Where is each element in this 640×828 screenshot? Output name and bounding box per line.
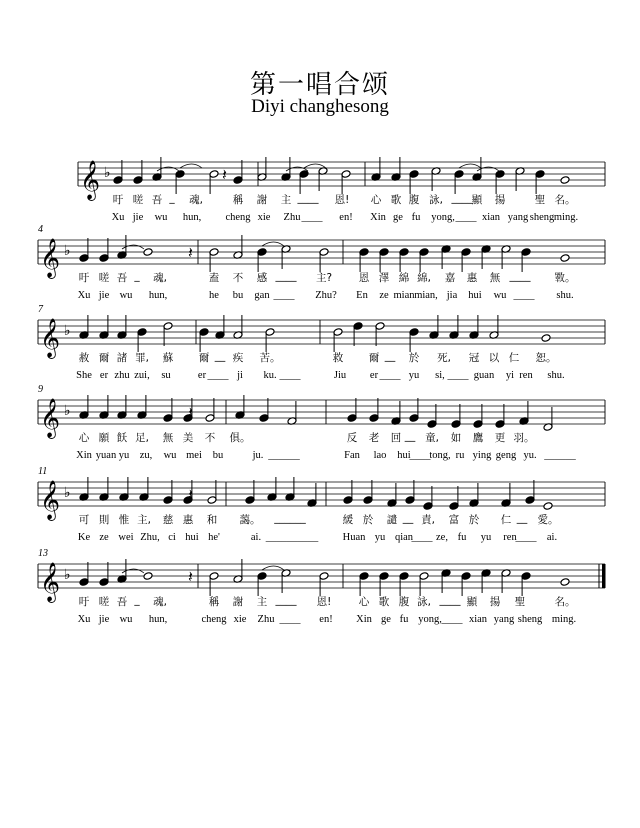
lyric-pinyin: ____ [515, 532, 537, 543]
lyric-chinese: __ [214, 350, 226, 362]
lyric-chinese: 藹。 [239, 514, 261, 526]
treble-clef-icon: 𝄞 [40, 398, 61, 438]
lyric-chinese: 魂, [153, 272, 167, 284]
lyric-chinese: 澤 [378, 272, 390, 284]
lyric-pinyin: yi [505, 370, 515, 381]
lyric-pinyin: ze, [436, 532, 448, 543]
lyric-chinese: 美 [182, 432, 194, 444]
lyric-pinyin: En [356, 290, 368, 301]
lyric-pinyin: Fan [344, 450, 360, 461]
lyric-pinyin: he [209, 290, 219, 301]
lyric-pinyin: Huan [342, 532, 366, 543]
lyric-pinyin: wu [154, 212, 168, 223]
lyric-pinyin: ____ [301, 212, 323, 223]
lyric-chinese: 飫 [116, 432, 128, 444]
lyric-pinyin: wu [163, 450, 177, 461]
lyric-chinese: 更 [494, 432, 506, 444]
lyric-chinese: 綿, [417, 272, 431, 284]
lyric-pinyin: Zhu, [140, 532, 160, 543]
lyric-chinese: 死, [437, 352, 451, 364]
lyric-pinyin: __________ [265, 532, 319, 543]
score-title: 第一唱合颂 [249, 70, 390, 100]
slur [262, 242, 284, 246]
lyric-pinyin: hui [397, 450, 411, 461]
lyric-chinese: 回 [390, 432, 402, 444]
lyric-pinyin: mian [393, 290, 415, 301]
lyric-pinyin: xian [468, 614, 488, 625]
lyric-pinyin: ge [393, 212, 403, 223]
lyric-pinyin: ku. [263, 370, 277, 381]
lyric-chinese: 綿 [398, 272, 410, 284]
lyric-chinese: 揚 [494, 194, 506, 206]
flat-key-signature-icon: ♭ [104, 165, 111, 181]
lyric-pinyin: er [99, 370, 109, 381]
lyric-pinyin: wu [119, 290, 133, 301]
lyric-pinyin: sheng [529, 212, 555, 223]
lyric-chinese: 罪, [135, 352, 149, 364]
lyric-chinese: 主? [315, 272, 333, 284]
lyric-chinese: 顯 [466, 596, 478, 608]
lyric-chinese: 恕。 [535, 352, 557, 364]
lyric-pinyin: Jiu [333, 370, 347, 381]
measure-number: 4 [38, 224, 43, 235]
lyric-pinyin: mian, [414, 290, 438, 301]
lyric-pinyin: ge [381, 614, 391, 625]
lyric-pinyin: wei [118, 532, 134, 543]
lyric-pinyin: ____ [455, 212, 477, 223]
lyric-chinese: 名。 [554, 596, 576, 608]
flat-key-signature-icon: ♭ [64, 567, 71, 583]
lyric-chinese: 不 [204, 432, 216, 444]
lyric-pinyin: Xu [77, 290, 91, 301]
lyric-pinyin: zhu [114, 370, 130, 381]
lyric-chinese: 盍 [208, 272, 220, 284]
flat-key-signature-icon: ♭ [64, 323, 71, 339]
lyric-chinese: 詠, [417, 596, 431, 608]
note-head [543, 502, 553, 511]
lyric-pinyin: fu [411, 212, 421, 223]
lyric-chinese: 赦 [78, 352, 90, 364]
lyric-pinyin: xie [233, 614, 247, 625]
lyric-pinyin: ren [519, 370, 533, 381]
lyric-chinese: 爾 [198, 352, 210, 364]
lyric-pinyin: ming. [551, 614, 577, 625]
lyric-pinyin: zu, [139, 450, 153, 461]
lyric-pinyin: bu [232, 290, 244, 301]
lyric-pinyin: guan [473, 370, 495, 381]
lyric-chinese: 名。 [554, 194, 576, 206]
lyric-chinese: 以 [488, 352, 500, 364]
lyric-chinese: 冠 [468, 352, 480, 364]
lyric-chinese: 惠 [466, 272, 478, 284]
lyric-pinyin: yong, [431, 212, 455, 223]
lyric-pinyin: ____ [411, 532, 433, 543]
lyric-pinyin: xie [257, 212, 271, 223]
lyric-pinyin: en! [319, 614, 333, 625]
lyric-chinese: _ [134, 594, 140, 606]
lyric-pinyin: yu [480, 532, 492, 543]
lyric-chinese: 斁。 [554, 272, 576, 284]
lyric-chinese: 願 [98, 432, 110, 444]
lyric-chinese: 無 [162, 432, 174, 444]
lyric-chinese: 魂, [153, 596, 167, 608]
treble-clef-icon: 𝄞 [80, 160, 101, 200]
lyric-chinese: 於 [362, 514, 374, 526]
lyric-chinese: 和 [206, 514, 218, 526]
lyric-chinese: 仁 [500, 514, 512, 526]
lyric-chinese: 揚 [489, 596, 501, 608]
lyric-pinyin: ai. [250, 532, 262, 543]
lyric-pinyin: She [76, 370, 92, 381]
lyric-chinese: 恩! [316, 596, 332, 608]
lyric-pinyin: ai. [546, 532, 558, 543]
lyric-chinese: ____ [451, 192, 473, 204]
lyric-pinyin: jie [98, 614, 110, 625]
lyric-pinyin: tong, [429, 450, 451, 461]
lyric-chinese: 吾 [116, 272, 128, 284]
lyric-chinese: 吁 [78, 596, 90, 608]
lyric-pinyin: ____ [273, 290, 295, 301]
lyric-chinese: __ [384, 350, 396, 362]
lyric-chinese: ____ [509, 270, 531, 282]
measure-number: 9 [38, 384, 43, 395]
lyric-pinyin: ____ [279, 614, 301, 625]
lyric-pinyin: yu [374, 532, 386, 543]
quarter-rest-icon: 𝄽 [188, 403, 193, 422]
lyric-pinyin: fu [399, 614, 409, 625]
lyric-chinese: 謝 [256, 194, 268, 206]
lyric-chinese: 於 [408, 352, 420, 364]
lyric-chinese: 吁 [78, 272, 90, 284]
lyric-pinyin: sheng [517, 614, 543, 625]
staff-system [0, 548, 640, 672]
treble-clef-icon: 𝄞 [40, 562, 61, 602]
note-head [560, 578, 570, 587]
lyric-pinyin: hui [468, 290, 482, 301]
slur [262, 566, 284, 570]
lyric-pinyin: mei [186, 450, 202, 461]
lyric-pinyin: ____ [207, 370, 229, 381]
measure-number: 7 [38, 304, 43, 315]
lyric-pinyin: ze [99, 532, 109, 543]
treble-clef-icon: 𝄞 [40, 480, 61, 520]
quarter-rest-icon: 𝄽 [188, 485, 193, 504]
lyric-chinese: 不 [232, 272, 244, 284]
lyric-pinyin: yang [507, 212, 529, 223]
lyric-pinyin: fu [457, 532, 467, 543]
lyric-pinyin: ji [237, 370, 243, 381]
flat-key-signature-icon: ♭ [64, 485, 71, 501]
lyric-pinyin: cheng [225, 212, 251, 223]
lyric-pinyin: yong, [418, 614, 442, 625]
lyric-chinese: 感 [256, 272, 268, 284]
lyric-chinese: 苦。 [259, 352, 281, 364]
lyric-pinyin: ____ [279, 370, 301, 381]
lyric-pinyin: er [369, 370, 379, 381]
lyric-chinese: 可 [78, 514, 90, 526]
quarter-rest-icon: 𝄽 [222, 165, 227, 184]
lyric-chinese: 譴 [386, 514, 398, 526]
lyric-pinyin: shu. [547, 370, 565, 381]
lyric-pinyin: hui [185, 532, 199, 543]
lyric-pinyin: en! [339, 212, 353, 223]
note-head [143, 248, 153, 257]
note-head [560, 254, 570, 263]
lyric-chinese: _ [169, 192, 175, 204]
measure-number: 11 [38, 466, 48, 477]
lyric-chinese: 緩 [342, 514, 354, 526]
lyric-chinese: 聖 [514, 596, 526, 608]
measure-number: 13 [38, 548, 48, 559]
lyric-pinyin: yu [408, 370, 420, 381]
lyric-pinyin: ren [503, 532, 517, 543]
lyric-chinese: 救 [332, 352, 344, 364]
lyric-chinese: 嗟 [98, 272, 110, 284]
lyric-chinese: 於 [468, 514, 480, 526]
lyric-chinese: 愛。 [537, 514, 559, 526]
lyric-pinyin: qian [394, 532, 414, 543]
lyric-chinese: __ [516, 512, 528, 524]
lyric-chinese: 吾 [116, 596, 128, 608]
lyric-chinese: 爾 [98, 352, 110, 364]
lyric-pinyin: xian [481, 212, 501, 223]
slur [180, 164, 202, 168]
lyric-chinese: _ [134, 270, 140, 282]
lyric-chinese: 嗟 [98, 596, 110, 608]
lyric-chinese: 惟 [118, 514, 130, 526]
lyric-pinyin: geng [495, 450, 517, 461]
lyric-pinyin: Xu [111, 212, 125, 223]
lyric-pinyin: shu. [556, 290, 574, 301]
treble-clef-icon: 𝄞 [40, 318, 61, 358]
lyric-pinyin: yu [118, 450, 130, 461]
lyric-chinese: ____ [275, 270, 297, 282]
treble-clef-icon: 𝄞 [40, 238, 61, 278]
lyric-pinyin: Zhu [257, 614, 275, 625]
lyric-pinyin: yu. [523, 450, 537, 461]
lyric-chinese: 心 [78, 432, 90, 444]
lyric-chinese: 富 [448, 514, 460, 526]
lyric-chinese: 則 [98, 514, 110, 526]
lyric-pinyin: Xin [76, 450, 92, 461]
flat-key-signature-icon: ♭ [64, 243, 71, 259]
lyric-pinyin: cheng [201, 614, 227, 625]
lyric-chinese: 腹 [398, 596, 410, 608]
score-subtitle: Diyi changhesong [251, 96, 389, 117]
lyric-pinyin: lao [373, 450, 387, 461]
lyric-chinese: 吾 [151, 194, 163, 206]
lyric-chinese: 爾 [368, 352, 380, 364]
lyric-pinyin: Xin [356, 614, 372, 625]
lyric-chinese: 恩! [334, 194, 350, 206]
lyric-pinyin: yang [493, 614, 515, 625]
lyric-pinyin: gan [254, 290, 270, 301]
lyric-chinese: 童, [425, 432, 439, 444]
lyric-chinese: 羽。 [513, 432, 535, 444]
lyric-pinyin: ____ [513, 290, 535, 301]
lyric-pinyin: wu [493, 290, 507, 301]
lyric-pinyin: ____ [409, 450, 431, 461]
lyric-pinyin: jie [98, 290, 110, 301]
lyric-chinese: 諸 [116, 352, 128, 364]
lyric-chinese: 主 [256, 596, 268, 608]
lyric-chinese: 謝 [232, 596, 244, 608]
lyric-chinese: 吁 [112, 194, 124, 206]
lyric-pinyin: ____ [441, 614, 463, 625]
lyric-pinyin: Zhu [283, 212, 301, 223]
lyric-pinyin: ying [472, 450, 492, 461]
lyric-chinese: 心 [370, 194, 382, 206]
lyric-pinyin: yuan [95, 450, 117, 461]
lyric-pinyin: ci [168, 532, 176, 543]
lyric-chinese: 魂, [189, 194, 203, 206]
lyric-pinyin: su [161, 370, 171, 381]
lyric-chinese: 責, [421, 514, 435, 526]
lyric-pinyin: hun, [148, 614, 168, 625]
lyric-pinyin: ming. [553, 212, 579, 223]
lyric-chinese: 腹 [408, 194, 420, 206]
lyric-chinese: 主 [280, 194, 292, 206]
slur [459, 164, 481, 168]
lyric-chinese: __ [402, 512, 414, 524]
lyric-pinyin: Xin [370, 212, 386, 223]
lyric-pinyin: Zhu? [315, 290, 337, 301]
lyric-chinese: 老 [368, 432, 380, 444]
note-head [541, 334, 551, 343]
lyric-chinese: 俱。 [229, 432, 251, 444]
lyric-chinese: ____ [297, 192, 319, 204]
lyric-pinyin: he' [208, 532, 220, 543]
note-head [560, 176, 570, 185]
lyric-chinese: 稱 [208, 596, 220, 608]
lyric-chinese: 主, [137, 514, 151, 526]
staff-svg [0, 388, 640, 448]
lyric-pinyin: jie [132, 212, 144, 223]
lyric-chinese: 足, [135, 432, 149, 444]
lyric-chinese: 心 [358, 596, 370, 608]
note-head [143, 572, 153, 581]
lyric-pinyin: ru [455, 450, 465, 461]
lyric-chinese: 顯 [471, 194, 483, 206]
lyric-pinyin: ______ [268, 450, 300, 461]
slur [122, 569, 144, 573]
lyric-chinese: 蘇 [162, 352, 174, 364]
lyric-pinyin: jia [446, 290, 458, 301]
lyric-pinyin: wu [119, 614, 133, 625]
lyric-chinese: 慈 [162, 514, 174, 526]
lyric-chinese: ______ [274, 512, 306, 524]
lyric-pinyin: ____ [379, 370, 401, 381]
lyric-pinyin: zui, [134, 370, 150, 381]
lyric-pinyin: er [197, 370, 207, 381]
lyric-chinese: __ [404, 430, 416, 442]
flat-key-signature-icon: ♭ [64, 403, 71, 419]
lyric-pinyin: bu [212, 450, 224, 461]
lyric-pinyin: Ke [77, 532, 91, 543]
lyric-chinese: 仁 [508, 352, 520, 364]
lyric-chinese: 詠, [429, 194, 443, 206]
lyric-chinese: 如 [450, 432, 462, 444]
lyric-chinese: 恩 [358, 272, 370, 284]
lyric-pinyin: si, [435, 370, 445, 381]
lyric-chinese: 反 [346, 432, 358, 444]
lyric-chinese: 鷹 [472, 432, 484, 444]
lyric-chinese: 惠 [182, 514, 194, 526]
lyric-pinyin: hun, [148, 290, 168, 301]
lyric-chinese: 疾 [232, 352, 244, 364]
lyric-chinese: 歌 [378, 596, 390, 608]
lyric-pinyin: ze [379, 290, 389, 301]
lyric-pinyin: hun, [182, 212, 202, 223]
lyric-chinese: 稱 [232, 194, 244, 206]
lyric-chinese: ____ [275, 594, 297, 606]
quarter-rest-icon: 𝄽 [188, 567, 193, 586]
lyric-pinyin: Xu [77, 614, 91, 625]
quarter-rest-icon: 𝄽 [188, 243, 193, 262]
lyric-chinese: 聖 [534, 194, 546, 206]
lyric-chinese: 嘉 [444, 272, 456, 284]
lyric-chinese: 嗟 [132, 194, 144, 206]
lyric-pinyin: ____ [447, 370, 469, 381]
lyric-pinyin: ju. [252, 450, 264, 461]
lyric-pinyin: ______ [544, 450, 576, 461]
final-barline [602, 564, 606, 588]
lyric-chinese: ____ [439, 594, 461, 606]
lyric-chinese: 歌 [390, 194, 402, 206]
lyric-chinese: 無 [489, 272, 501, 284]
